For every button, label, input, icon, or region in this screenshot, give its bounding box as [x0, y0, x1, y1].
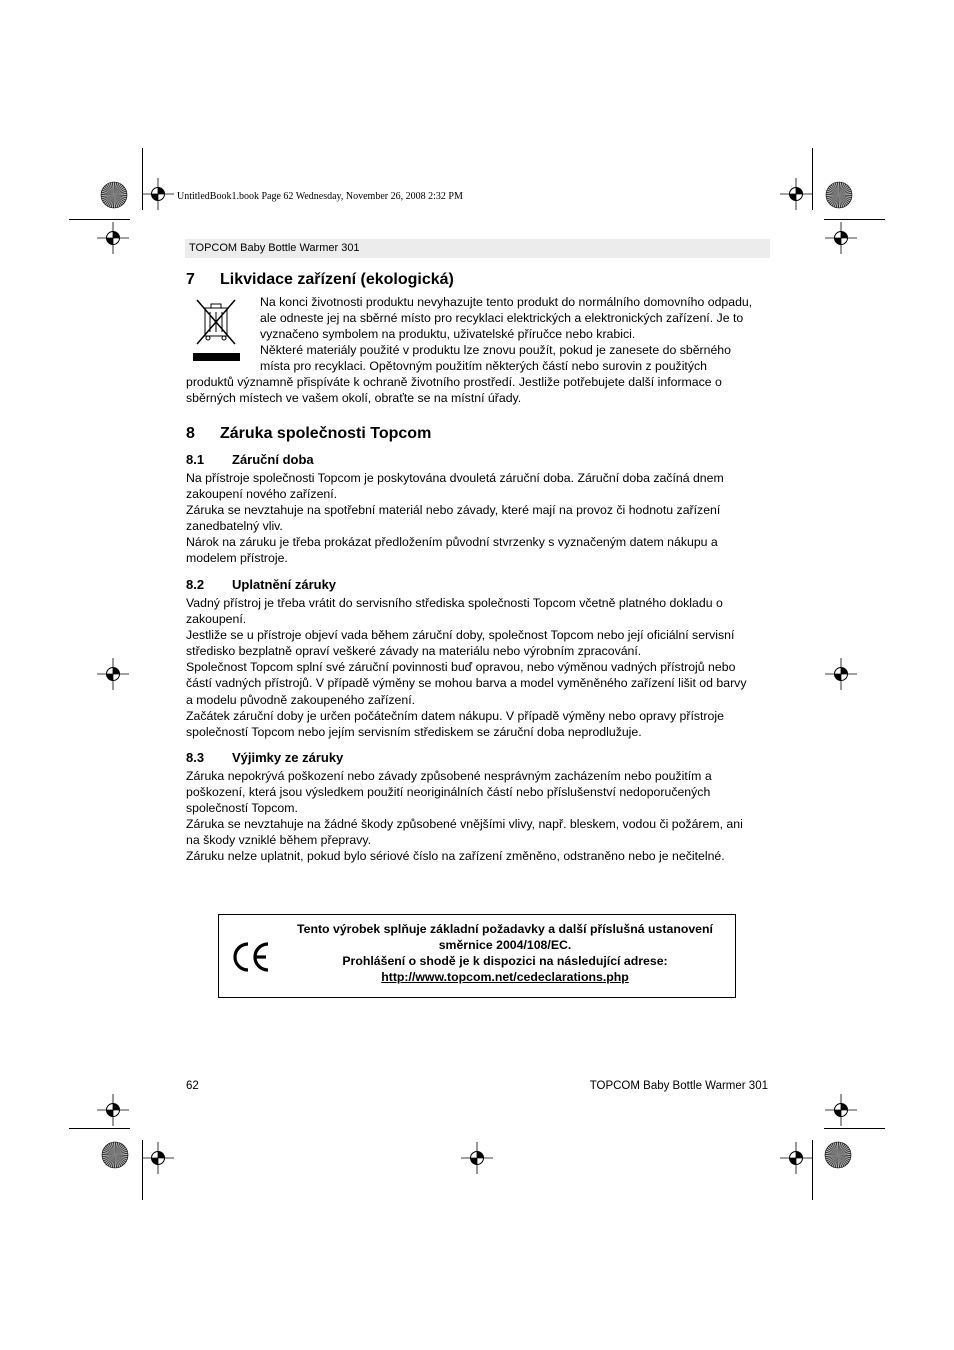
paragraph-line: modelem přístroje.	[186, 551, 288, 566]
ce-line: směrnice 2004/108/EC.	[438, 938, 572, 952]
paragraph-line: částí vadných přístrojů. V případě výměny se mohou barva a model vyměněného zařízení lišit od barvy	[186, 676, 747, 691]
subsection-title: Výjimky ze záruky	[232, 750, 344, 765]
paragraph-line: Vadný přístroj je třeba vrátit do servisního střediska společnosti Topcom včetně platného dokladu o	[186, 596, 723, 610]
paragraph-line: Jestliže se u přístroje objeví vada během záruční doby, společnost Topcom nebo její oficiální servisní	[186, 628, 735, 643]
paragraph-line: společností Topcom nebo jejím servisním střediskem se záruční doba neprodlužuje.	[186, 724, 642, 739]
paragraph-line: Záruka se nevztahuje na spotřební materiál nebo závady, které mají na provoz či hodnotu zařízení	[186, 503, 721, 518]
paragraph-line: zanedbatelný vliv.	[186, 519, 283, 534]
registration-mark-icon	[142, 1142, 174, 1174]
color-target-icon	[824, 1141, 852, 1169]
print-slug: UntitledBook1.book Page 62 Wednesday, November 26, 2008 2:32 PM	[177, 191, 463, 202]
paragraph-line: Některé materiály použité v produktu lze znovu použít, pokud je zanesete do sběrného	[260, 343, 731, 358]
paragraph-line: Záruka nepokrývá poškození nebo závady způsobené nesprávným zacházením nebo použitím a	[186, 769, 712, 783]
registration-mark-icon	[461, 1142, 493, 1174]
subsection-title: Uplatnění záruky	[232, 577, 337, 592]
section-7-body-wrapped	[260, 294, 770, 374]
registration-mark-icon	[825, 658, 857, 690]
paragraph-line: středisko bezplatně opraví veškeré závady na materiálu nebo výrobním zpracování.	[186, 644, 642, 659]
paragraph-line: zakoupení nového zařízení.	[186, 487, 338, 502]
registration-mark-icon	[780, 1142, 812, 1174]
paragraph-line: Na konci životnosti produktu nevyhazujte tento produkt do normálního domovního odpadu,	[260, 295, 753, 309]
ce-line: Tento výrobek splňuje základní požadavky a další příslušná ustanovení	[297, 922, 713, 936]
subsection-8-3-body	[186, 768, 770, 865]
declarations-link[interactable]: http://www.topcom.net/cedeclarations.php	[381, 970, 629, 984]
section-number: 7	[186, 271, 195, 288]
paragraph-line: Společnost Topcom splní své záruční povinnosti buď opravou, nebo výměnou vadných přístrojů nebo	[186, 660, 736, 675]
crop-mark	[812, 148, 813, 210]
section-7-body-full	[186, 374, 770, 406]
page-number: 62	[186, 1080, 199, 1092]
registration-mark-icon	[97, 222, 129, 254]
ce-mark-icon	[231, 941, 271, 973]
crop-mark	[824, 219, 885, 220]
color-target-icon	[100, 181, 128, 209]
paragraph-line: Na přístroje společnosti Topcom je poskytována dvouletá záruční doba. Záruční doba začíná dnem	[186, 471, 724, 485]
paragraph-line: Začátek záruční doby je určen počátečním datem nákupu. V případě výměny nebo opravy přístroje	[186, 708, 724, 723]
registration-mark-icon	[825, 222, 857, 254]
running-header: TOPCOM Baby Bottle Warmer 301	[185, 239, 770, 258]
paragraph-line: Záruku nelze uplatnit, pokud bylo sériové číslo na zařízení změněno, odstraněno nebo je nečitelné.	[186, 849, 725, 864]
paragraph-line: sběrných místech ve vašem okolí, obraťte se na místní úřady.	[186, 391, 522, 406]
registration-mark-icon	[825, 1094, 857, 1126]
subsection-8-2-body	[186, 595, 770, 740]
section-title: Záruka společnosti Topcom	[220, 425, 432, 442]
paragraph-line: Záruka se nevztahuje na žádné škody způsobené vnějšími vlivy, např. bleskem, vodou či požárem, ani	[186, 817, 743, 832]
registration-mark-icon	[97, 658, 129, 690]
ce-declaration-box	[218, 914, 736, 998]
paragraph-line: místa pro recyklaci. Opětovným použitím některých částí nebo surovin z použitých	[260, 359, 707, 374]
paragraph-line: vyznačeno symbolem na produktu, uživatelské příručce nebo krabici.	[260, 327, 636, 342]
section-number: 8	[186, 425, 195, 442]
crop-mark	[69, 219, 130, 220]
paragraph-line: a modelu původně zakoupeného zařízení.	[186, 692, 416, 707]
subsection-number: 8.2	[186, 577, 205, 592]
registration-mark-icon	[142, 178, 174, 210]
paragraph-line: Nárok na záruku je třeba prokázat předložením původní stvrzenky s vyznačeným datem nákupu a	[186, 535, 718, 550]
crop-mark	[812, 1140, 813, 1200]
registration-mark-icon	[97, 1094, 129, 1126]
registration-mark-icon	[780, 178, 812, 210]
ce-line: Prohlášení o shodě je k dispozici na následující adrese:	[342, 954, 668, 968]
paragraph-line: společností Topcom.	[186, 801, 298, 816]
subsection-8-1-heading	[186, 452, 314, 467]
section-7-heading	[186, 271, 454, 289]
crop-mark	[824, 1128, 885, 1129]
paragraph-line: produktů významně přispíváte k ochraně životního prostředí. Jestliže potřebujete další informace o	[186, 375, 722, 389]
subsection-title: Záruční doba	[232, 452, 314, 467]
subsection-number: 8.1	[186, 452, 205, 467]
color-target-icon	[101, 1141, 129, 1169]
crossed-out-wheelie-bin-icon	[193, 296, 241, 362]
crop-mark	[69, 1128, 130, 1129]
subsection-8-1-body	[186, 470, 770, 567]
paragraph-line: na škody vzniklé během přepravy.	[186, 833, 371, 848]
subsection-8-2-heading	[186, 577, 336, 592]
running-footer: TOPCOM Baby Bottle Warmer 301	[589, 1080, 768, 1092]
paragraph-line: poškození, která jsou výsledkem použití neoriginálních částí nebo příslušenství nedoporučených	[186, 785, 711, 800]
ce-declaration-text	[275, 921, 735, 985]
paragraph-line: zakoupení.	[186, 612, 247, 627]
subsection-number: 8.3	[186, 750, 205, 765]
paragraph-line: ale odneste jej na sběrné místo pro recyklaci elektrických a elektronických zařízení. Je to	[260, 311, 744, 326]
color-target-icon	[825, 181, 853, 209]
section-title: Likvidace zařízení (ekologická)	[220, 271, 454, 288]
section-8-heading	[186, 425, 431, 443]
subsection-8-3-heading	[186, 750, 343, 765]
